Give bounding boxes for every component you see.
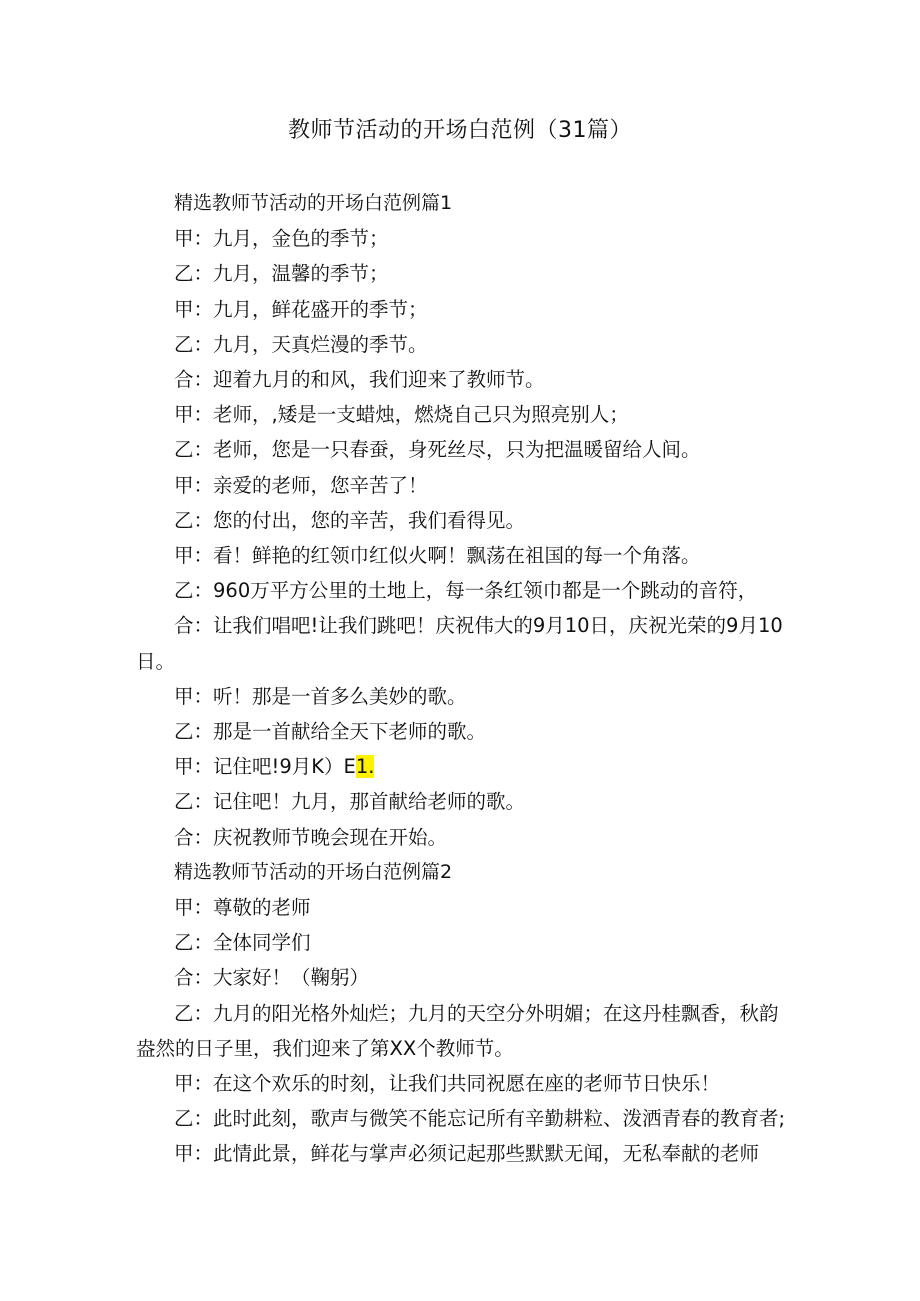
line-text: 甲：老师，,矮是一支蜡烛，燃烧自己只为照亮别人； (174, 403, 629, 427)
line-text: 甲：记住吧!9月K）E (174, 755, 356, 779)
dialogue-line (136, 397, 796, 432)
line-text: 乙：九月，温馨的季节； (174, 262, 389, 286)
line-text: 乙：九月的阳光格外灿烂；九月的天空分外明媚；在这丹桂飘香，秋韵盎然的日子里，我们迎来了第XX个教师节。 (136, 1001, 779, 1060)
line-text: 合：大家好！（鞠躬） (174, 966, 370, 990)
line-text: 乙：全体同学们 (174, 931, 311, 955)
line-text: 合：让我们唱吧!让我们跳吧！庆祝伟大的9月10日，庆祝光荣的9月10日。 (136, 614, 783, 673)
line-text: 甲：尊敬的老师 (174, 896, 311, 920)
line-text: 乙：老师，您是一只春蚕，身死丝尽，只为把温暖留给人间。 (174, 438, 701, 462)
dialogue-line (136, 468, 796, 503)
dialogue-line (136, 327, 796, 362)
line-text: 甲：九月，金色的季节； (174, 227, 389, 251)
dialogue-line (136, 996, 796, 1066)
line-text: 合：迎着九月的和风，我们迎来了教师节。 (174, 368, 545, 392)
highlighted-text: 1. (355, 755, 375, 779)
line-text: 合：庆祝教师节晚会现在开始。 (174, 825, 448, 849)
line-text: 甲：九月，鲜花盛开的季节； (174, 297, 428, 321)
dialogue-line (136, 503, 796, 538)
line-text: 乙：960万平方公里的土地上，每一条红领巾都是一个跳动的音符， (174, 579, 758, 603)
line-text: 甲：在这个欢乐的时刻，让我们共同祝愿在座的老师节日快乐！ (174, 1072, 721, 1096)
dialogue-line (136, 292, 796, 327)
line-text: 乙：九月，天真烂漫的季节。 (174, 332, 428, 356)
dialogue-line (136, 890, 796, 925)
dialogue-line (136, 608, 796, 678)
line-text: 乙：此时此刻，歌声与微笑不能忘记所有辛勤耕粒、泼洒青春的教育者; (174, 1107, 786, 1131)
dialogue-line (136, 573, 796, 608)
dialogue-line (136, 362, 796, 397)
line-text: 乙：那是一首献给全天下老师的歌。 (174, 720, 487, 744)
line-text: 甲：听！那是一首多么美妙的歌。 (174, 684, 467, 708)
line-text: 甲：此情此景，鲜花与掌声必须记起那些默默无闻，无私奉献的老师 (174, 1142, 760, 1166)
section-heading (136, 855, 796, 890)
line-text: 精选教师节活动的开场白范例篇2 (174, 860, 453, 883)
line-text: 乙：您的付出，您的辛苦，我们看得见。 (174, 508, 526, 532)
dialogue-line (136, 432, 796, 467)
dialogue-line (136, 714, 796, 749)
dialogue-line (136, 925, 796, 960)
dialogue-line (136, 221, 796, 256)
line-text: 乙：记住吧！九月，那首献给老师的歌。 (174, 790, 526, 814)
dialogue-line (136, 749, 796, 784)
dialogue-line (136, 679, 796, 714)
line-text: 精选教师节活动的开场白范例篇1 (174, 192, 453, 214)
dialogue-line (136, 256, 796, 291)
dialogue-line (136, 960, 796, 995)
dialogue-line (136, 1101, 796, 1136)
document-title: 教师节活动的开场白范例（31篇） (288, 118, 632, 143)
section-heading (136, 186, 796, 221)
dialogue-line (136, 1066, 796, 1101)
line-text: 甲：亲爱的老师，您辛苦了！ (174, 473, 428, 497)
dialogue-line (136, 820, 796, 855)
document-body (136, 186, 796, 1172)
dialogue-line (136, 784, 796, 819)
line-text: 甲：看！鲜艳的红领巾红似火啊！飘荡在祖国的每一个角落。 (174, 544, 701, 568)
dialogue-line (136, 1136, 796, 1171)
dialogue-line (136, 538, 796, 573)
